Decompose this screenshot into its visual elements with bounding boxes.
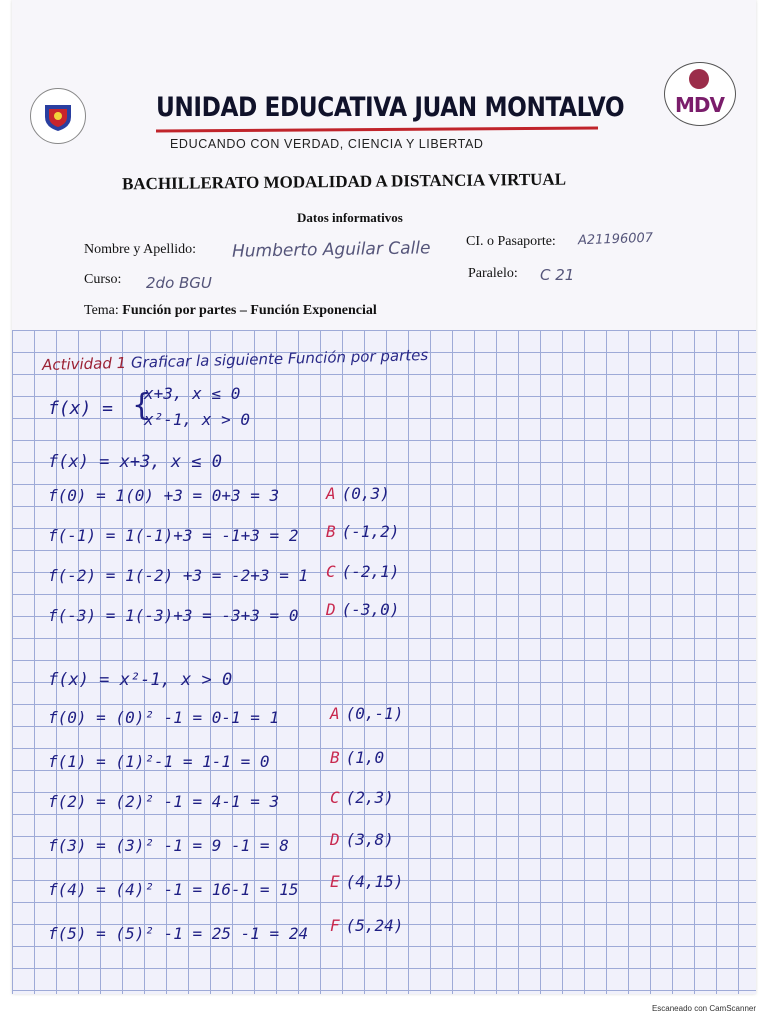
- part2-point-3: [330, 830, 394, 849]
- piecewise-piece-1: x+3, x ≤ 0: [144, 384, 241, 403]
- point-coords: (1,0: [345, 748, 385, 767]
- mdv-logo-icon: [664, 62, 736, 126]
- point-coords: (0,3): [341, 484, 390, 503]
- point-coords: (-2,1): [341, 562, 400, 581]
- part1-point-1: [326, 522, 399, 541]
- scanner-watermark: Escaneado con CamScanner: [651, 1004, 756, 1013]
- piecewise-piece-2: x²-1, x > 0: [144, 410, 250, 429]
- name-label: Nombre y Apellido:: [84, 242, 196, 257]
- point-coords: (4,15): [345, 872, 404, 891]
- point-letter: A: [330, 704, 340, 723]
- point-coords: (-3,0): [341, 600, 400, 619]
- worksheet-header: [12, 0, 756, 330]
- part1-title: f(x) = x+3, x ≤ 0: [48, 452, 222, 472]
- part2-point-0: [330, 704, 403, 723]
- point-letter: C: [330, 788, 340, 807]
- point-letter: E: [330, 872, 340, 891]
- topic-row: [84, 303, 377, 319]
- piecewise-lhs: f(x) =: [48, 398, 114, 419]
- part1-eq-3: f(-3) = 1(-3)+3 = -3+3 = 0: [48, 606, 299, 625]
- topic-value: Función por partes – Función Exponencial: [122, 303, 377, 318]
- point-letter: D: [326, 600, 336, 619]
- point-letter: D: [330, 830, 340, 849]
- part2-point-5: [330, 916, 403, 935]
- course-value: 2do BGU: [146, 274, 212, 292]
- school-name: UNIDAD EDUCATIVA JUAN MONTALVO: [156, 92, 625, 123]
- point-letter: B: [326, 522, 336, 541]
- activity-instruction: Graficar la siguiente Función por partes: [130, 345, 429, 372]
- part1-eq-2: f(-2) = 1(-2) +3 = -2+3 = 1: [48, 566, 309, 585]
- id-label: CI. o Pasaporte:: [466, 234, 556, 249]
- mdv-logo-text: MDV: [675, 93, 724, 117]
- parallel-label: Paralelo:: [468, 266, 518, 281]
- point-coords: (0,-1): [345, 704, 404, 723]
- part2-eq-0: f(0) = (0)² -1 = 0-1 = 1: [48, 708, 280, 727]
- part2-eq-4: f(4) = (4)² -1 = 16-1 = 15: [48, 880, 299, 899]
- point-letter: C: [326, 562, 336, 581]
- point-letter: B: [330, 748, 340, 767]
- part1-eq-0: f(0) = 1(0) +3 = 0+3 = 3: [48, 486, 280, 505]
- part2-eq-2: f(2) = (2)² -1 = 4-1 = 3: [48, 792, 280, 811]
- part2-title: f(x) = x²-1, x > 0: [48, 670, 233, 690]
- part2-point-4: [330, 872, 403, 891]
- part2-eq-5: f(5) = (5)² -1 = 25 -1 = 24: [48, 924, 309, 943]
- school-crest-icon: [30, 88, 86, 144]
- point-coords: (2,3): [345, 788, 394, 807]
- point-letter: A: [326, 484, 336, 503]
- point-letter: F: [330, 916, 340, 935]
- mdv-logo-mark: [689, 69, 709, 89]
- school-motto: EDUCANDO CON VERDAD, CIENCIA Y LIBERTAD: [170, 137, 484, 151]
- part1-eq-1: f(-1) = 1(-1)+3 = -1+3 = 2: [48, 526, 299, 545]
- part1-point-2: [326, 562, 399, 581]
- info-section-title: Datos informativos: [297, 210, 403, 225]
- name-value: Humberto Aguilar Calle: [231, 238, 431, 262]
- worksheet-page: [12, 0, 756, 994]
- point-coords: (-1,2): [341, 522, 400, 541]
- id-value: A21196007: [577, 230, 654, 249]
- part1-point-0: [326, 484, 390, 503]
- activity-number: Actividad 1: [41, 353, 127, 375]
- topic-label: Tema:: [84, 303, 119, 318]
- part2-point-2: [330, 788, 394, 807]
- course-label: Curso:: [84, 272, 122, 287]
- parallel-value: C 21: [540, 266, 575, 284]
- point-coords: (5,24): [345, 916, 404, 935]
- point-coords: (3,8): [345, 830, 394, 849]
- part2-eq-1: f(1) = (1)²-1 = 1-1 = 0: [48, 752, 270, 771]
- part2-eq-3: f(3) = (3)² -1 = 9 -1 = 8: [48, 836, 289, 855]
- program-title: BACHILLERATO MODALIDAD A DISTANCIA VIRTUAL: [121, 169, 567, 194]
- piecewise-brace: {: [132, 388, 152, 423]
- part2-point-1: [330, 748, 384, 767]
- part1-point-3: [326, 600, 399, 619]
